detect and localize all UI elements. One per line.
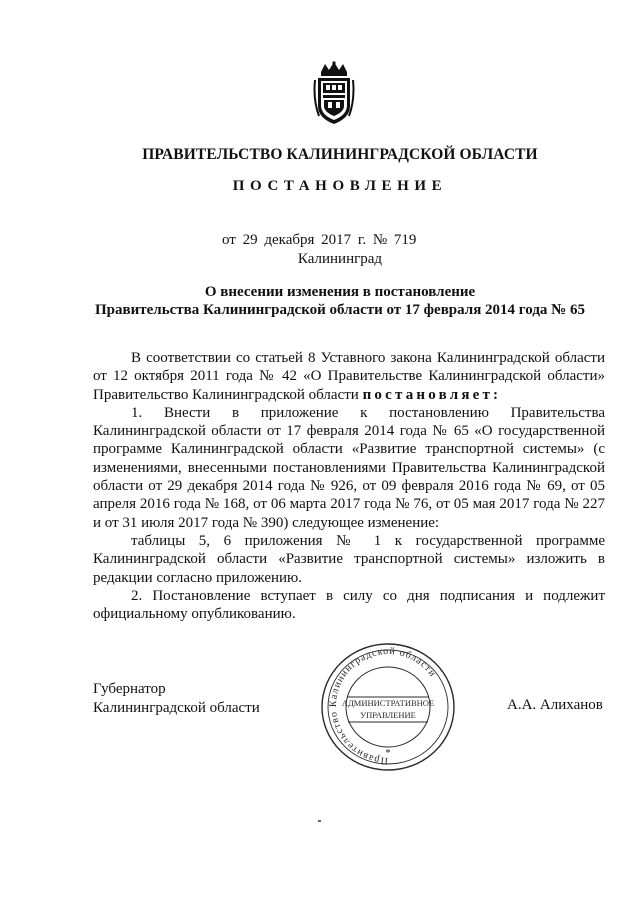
- intro-paragraph: [93, 349, 605, 404]
- date-and-number: от 29 декабря 2017 г. № 719: [222, 232, 417, 248]
- document-subject: [0, 283, 640, 319]
- signatory-title: [93, 680, 260, 717]
- item-2-paragraph: 2. Постановление вступает в силу со дня подписания и подлежит официальному опубликованию.: [93, 587, 605, 623]
- stamp-center-line-2: УПРАВЛЕНИЕ: [360, 710, 416, 720]
- document-type-title: ПОСТАНОВЛЕНИЕ: [232, 178, 448, 194]
- subject-line-1: О внесении изменения в постановление: [204, 284, 476, 300]
- stamp-star: *: [385, 747, 391, 759]
- signatory-name: А.А. Алиханов: [507, 697, 603, 713]
- signatory-title-line-1: Губернатор: [93, 681, 166, 697]
- decree-word: постановляет:: [362, 386, 502, 403]
- subject-line-2: Правительства Калининградской области от 17 февраля 2014 года № 65: [95, 302, 585, 318]
- stamp-ring-text: Правительство Калининградской области: [327, 645, 439, 767]
- official-stamp: [318, 640, 458, 774]
- item-1-paragraph: 1. Внести в приложение к постановлению Правительства Калининградской области от 17 февраля 2014 года № 65 «О государственной программе Калининградской области «Развитие транспортной системы» (с изменениями, внесенными постановлениями Правительства Калининградской области от 29 декабря 2014 года № 926, от 09 февраля 2016 года № 69, от 05 апреля 2016 года № 168, от 06 марта 2017 года № 76, от 05 мая 2017 года № 227 и от 31 июля 2017 года № 390) следующее изменение:: [93, 404, 605, 531]
- scan-speck: [318, 820, 321, 822]
- stamp-center-line-1: АДМИНИСТРАТИВНОЕ: [341, 698, 435, 708]
- intro-text: В соответствии со статьей 8 Уставного закона Калининградской области от 12 октября 2011 года № 42 «О Правительстве Калининградской области» Правительство Калининградской области: [93, 350, 605, 403]
- document-body: [93, 349, 605, 623]
- city-name: Калининград: [297, 251, 383, 267]
- signatory-title-line-2: Калининградской области: [93, 699, 260, 716]
- kaliningrad-coat-of-arms-icon: [313, 60, 355, 126]
- item-1-sub-paragraph: таблицы 5, 6 приложения № 1 к государственной программе Калининградской области «Развитие транспортной системы» изложить в редакции согласно приложению.: [93, 532, 605, 586]
- organization-name: ПРАВИТЕЛЬСТВО КАЛИНИНГРАДСКОЙ ОБЛАСТИ: [142, 146, 538, 163]
